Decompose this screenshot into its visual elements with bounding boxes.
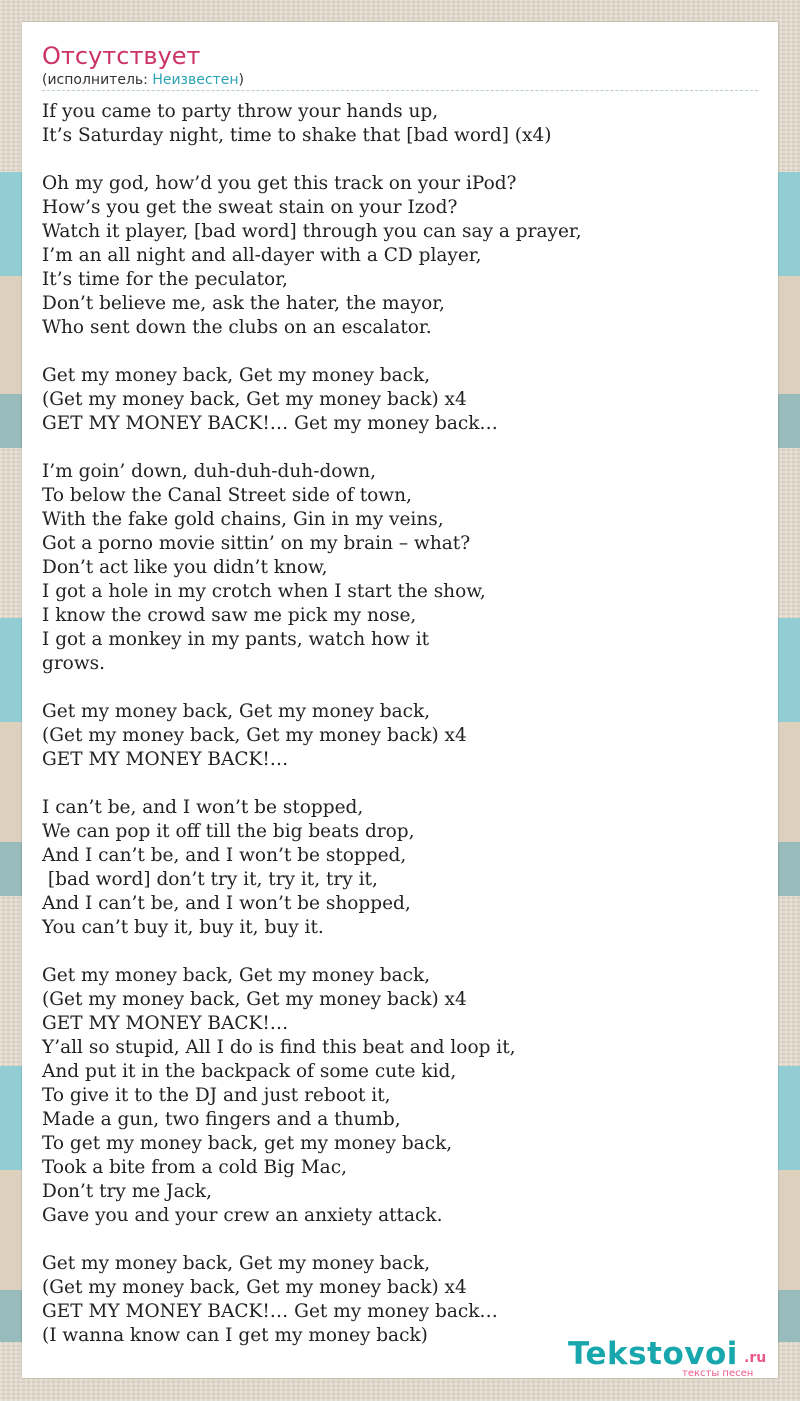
lyric-line: And I can’t be, and I won’t be stopped, <box>42 845 407 866</box>
lyrics-text <box>42 100 758 1348</box>
lyric-line: Get my money back, Get my money back, <box>42 701 431 722</box>
lyric-line: (Get my money back, Get my money back) x4 <box>42 989 467 1010</box>
lyric-line: With the fake gold chains, Gin in my veins, <box>42 509 444 530</box>
lyric-line: Get my money back, Get my money back, <box>42 365 431 386</box>
song-title: Отсутствует <box>42 42 201 70</box>
lyric-blank-line <box>42 940 758 964</box>
lyric-line: grows. <box>42 653 106 674</box>
lyric-blank-line <box>42 1228 758 1252</box>
lyric-line: GET MY MONEY BACK!… <box>42 1013 289 1034</box>
lyric-line: How’s you get the sweat stain on your Izod? <box>42 197 458 218</box>
lyric-line: To get my money back, get my money back, <box>42 1133 453 1154</box>
artist-line <box>42 71 244 89</box>
lyric-line: Got a porno movie sittin’ on my brain – what? <box>42 533 471 554</box>
lyric-line: I got a hole in my crotch when I start the show, <box>42 581 486 602</box>
logo-wordmark: Tekstovoi <box>568 1336 738 1372</box>
lyric-line: Y’all so stupid, All I do is find this beat and loop it, <box>42 1037 516 1058</box>
lyric-line: Get my money back, Get my money back, <box>42 965 431 986</box>
lyric-line: I got a monkey in my pants, watch how it <box>42 629 430 650</box>
artist-suffix: ) <box>238 72 244 88</box>
lyric-line: GET MY MONEY BACK!… <box>42 749 289 770</box>
lyric-line: GET MY MONEY BACK!… Get my money back… <box>42 1301 498 1322</box>
lyric-blank-line <box>42 676 758 700</box>
logo-domain: .ru <box>744 1350 767 1366</box>
lyric-line: To give it to the DJ and just reboot it, <box>42 1085 391 1106</box>
lyric-line: I can’t be, and I won’t be stopped, <box>42 797 364 818</box>
lyric-line: [bad word] don’t try it, try it, try it, <box>42 869 378 890</box>
lyric-line: We can pop it off till the big beats drop, <box>42 821 415 842</box>
lyric-line: I’m an all night and all-dayer with a CD player, <box>42 245 482 266</box>
lyric-line: Gave you and your crew an anxiety attack. <box>42 1205 443 1226</box>
lyric-blank-line <box>42 436 758 460</box>
lyric-line: Made a gun, two fingers and a thumb, <box>42 1109 401 1130</box>
lyrics-card <box>22 22 778 1378</box>
lyric-line: To below the Canal Street side of town, <box>42 485 412 506</box>
lyric-blank-line <box>42 148 758 172</box>
lyric-line: I know the crowd saw me pick my nose, <box>42 605 417 626</box>
lyric-line: Watch it player, [bad word] through you can say a prayer, <box>42 221 582 242</box>
lyric-line: (Get my money back, Get my money back) x4 <box>42 1277 467 1298</box>
lyric-line: I’m goin’ down, duh-duh-duh-down, <box>42 461 377 482</box>
lyric-line: You can’t buy it, buy it, buy it. <box>42 917 324 938</box>
lyric-line: Get my money back, Get my money back, <box>42 1253 431 1274</box>
lyric-line: If you came to party throw your hands up, <box>42 101 439 122</box>
lyric-line: Oh my god, how’d you get this track on your iPod? <box>42 173 517 194</box>
lyric-line: (I wanna know can I get my money back) <box>42 1325 428 1346</box>
lyric-line: (Get my money back, Get my money back) x4 <box>42 389 467 410</box>
logo-tagline: тексты песен <box>682 1368 754 1379</box>
lyric-blank-line <box>42 340 758 364</box>
site-logo[interactable] <box>568 1336 778 1380</box>
lyric-line: It’s Saturday night, time to shake that [bad word] (x4) <box>42 125 552 146</box>
lyric-line: Who sent down the clubs on an escalator. <box>42 317 432 338</box>
lyric-line: (Get my money back, Get my money back) x4 <box>42 725 467 746</box>
lyric-line: Took a bite from a cold Big Mac, <box>42 1157 347 1178</box>
title-divider <box>42 90 758 91</box>
lyric-blank-line <box>42 772 758 796</box>
artist-link[interactable]: Неизвестен <box>152 72 239 88</box>
lyric-line: GET MY MONEY BACK!… Get my money back… <box>42 413 498 434</box>
lyric-line: Don’t try me Jack, <box>42 1181 212 1202</box>
lyric-line: Don’t believe me, ask the hater, the mayor, <box>42 293 445 314</box>
lyric-line: Don’t act like you didn’t know, <box>42 557 328 578</box>
lyric-line: And put it in the backpack of some cute kid, <box>42 1061 457 1082</box>
artist-prefix: (исполнитель: <box>42 72 153 88</box>
lyric-line: It’s time for the peculator, <box>42 269 288 290</box>
lyric-line: And I can’t be, and I won’t be shopped, <box>42 893 411 914</box>
